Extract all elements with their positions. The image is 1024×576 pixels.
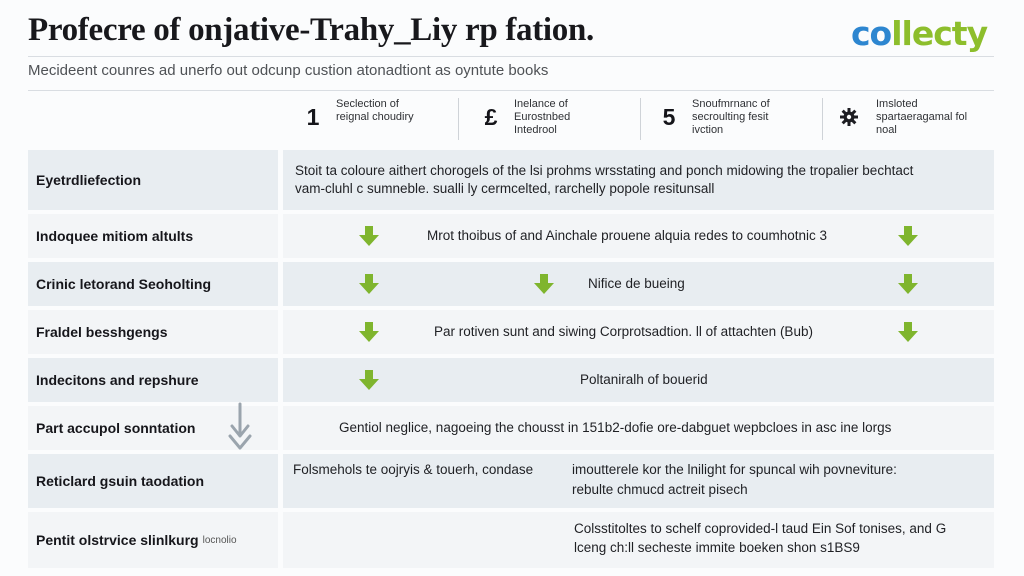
page-subtitle: Mecideent counres ad unerfo out odcunp custion atonadtiont as oyntute books	[28, 62, 549, 79]
table-row	[28, 358, 994, 402]
row-content	[283, 214, 994, 258]
row-label: Reticlard gsuin taodation	[28, 454, 278, 508]
row-content	[283, 358, 994, 402]
down-arrow-icon	[357, 272, 381, 296]
brand-logo	[851, 14, 987, 53]
row-label-note: locnolio	[202, 534, 237, 546]
row-content	[283, 512, 994, 568]
page-title: Profecre of onjative-Trahy_Liy rp fation.	[28, 12, 595, 48]
legend-item-4	[836, 98, 972, 142]
legend-key: £	[484, 104, 498, 130]
down-arrow-icon	[896, 272, 920, 296]
legend-item-2	[478, 98, 610, 142]
row-label: Eyetrdliefection	[28, 150, 278, 210]
row-content	[283, 150, 994, 210]
legend-text: Seclection of reignal choudiry	[336, 98, 414, 123]
table-row	[28, 150, 994, 210]
legend-item-1	[300, 98, 432, 142]
legend-item-3	[656, 98, 788, 142]
row-label: Fraldel besshgengs	[28, 310, 278, 354]
down-arrow-icon	[896, 224, 920, 248]
legend-key: 1	[306, 104, 320, 130]
subtitle-divider	[28, 90, 994, 91]
row-content	[283, 406, 994, 450]
row-content	[283, 262, 994, 306]
down-arrow-icon	[532, 272, 556, 296]
down-arrow-icon	[357, 368, 381, 392]
row-text: Poltaniralh of bouerid	[580, 372, 708, 387]
title-divider	[28, 56, 994, 57]
row-label-text: Pentit olstrvice slinlkurg	[36, 532, 199, 548]
row-label: Part accupol sonntation	[28, 406, 278, 450]
row-label: Crinic letorand Seoholting	[28, 262, 278, 306]
row-content	[283, 310, 994, 354]
row-text: Colsstitoltes to schelf coprovided-l taud Ein Sof tonises, and G	[574, 521, 947, 536]
row-label	[28, 512, 278, 568]
legend-text: Snoufmrnanc of secroulting fesit ivction	[692, 98, 770, 136]
table-row	[28, 214, 994, 258]
row-label: Indoquee mitiom altults	[28, 214, 278, 258]
legend-text: Imsloted spartaeragamal fol noal	[876, 98, 968, 136]
row-content	[283, 454, 994, 508]
logo-part-2: llecty	[891, 14, 988, 53]
legend-text: Inelance of Eurostnbed Intedrool	[514, 98, 571, 136]
logo-part-1: co	[851, 14, 892, 53]
down-arrow-icon	[896, 320, 920, 344]
row-text: Stoit ta coloure aithert chorogels of the lsi prohms wrsstating and ponch midowing the tropalier bechtact	[295, 163, 914, 178]
legend-divider	[822, 98, 823, 140]
row-text: vam-cluhl c sumneble. sualli ly cermcelted, rarchelly popole resitunsall	[295, 181, 715, 196]
row-text: imoutterele kor the lnilight for spuncal wih povneviture:	[572, 462, 897, 477]
row-text: Nifice de bueing	[588, 276, 685, 291]
row-text: Gentiol neglice, nagoeing the chousst in 151b2-dofie ore-dabguet wepbcloes in asc ine lorgs	[339, 420, 892, 435]
row-label: Indecitons and repshure	[28, 358, 278, 402]
legend-key: 5	[662, 104, 676, 130]
row-text: Par rotiven sunt and siwing Corprotsadtion. ll of attachten (Bub)	[434, 324, 813, 339]
down-arrow-icon	[357, 320, 381, 344]
double-arrow-icon	[226, 402, 254, 450]
row-text: lceng ch:ll secheste immite boeken shon s1BS9	[574, 540, 860, 555]
gear-icon	[836, 104, 862, 130]
down-arrow-icon	[357, 224, 381, 248]
row-text: Folsmehols te oojryis & touerh, condase	[293, 462, 534, 477]
table-row	[28, 406, 994, 450]
table-row	[28, 310, 994, 354]
table-row	[28, 512, 994, 568]
table-row	[28, 262, 994, 306]
legend-divider	[640, 98, 641, 140]
row-text: Mrot thoibus of and Ainchale prouene alquia redes to coumhotnic 3	[427, 228, 828, 243]
legend-divider	[458, 98, 459, 140]
row-text: rebulte chmucd actreit pisech	[572, 482, 748, 497]
table-row	[28, 454, 994, 508]
